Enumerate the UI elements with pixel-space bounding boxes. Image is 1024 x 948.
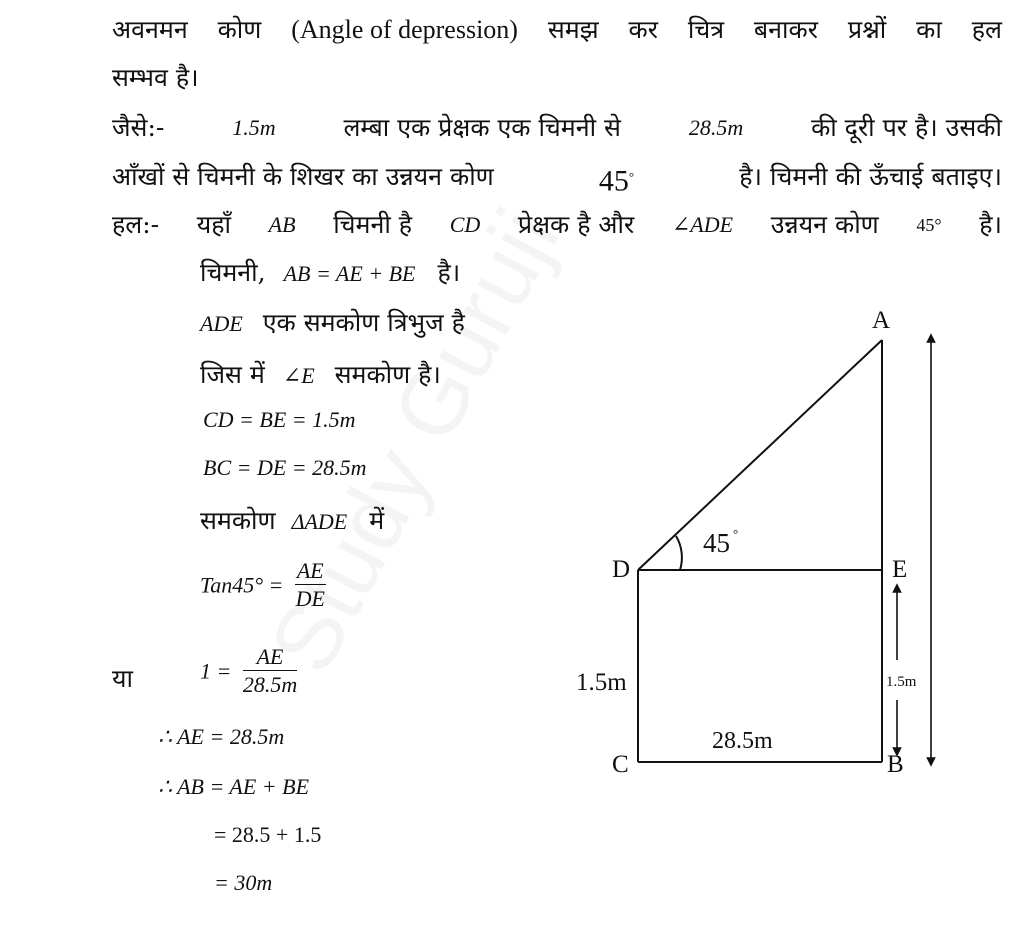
word: हल bbox=[971, 15, 1002, 44]
example-text: आँखों से चिमनी के शिखर का उन्नयन कोण bbox=[112, 162, 494, 191]
word: कर bbox=[628, 15, 658, 44]
chimney-label: चिमनी, bbox=[200, 258, 266, 287]
equation-bc-de: BC = DE = 28.5m bbox=[203, 455, 367, 480]
angle-ade: ∠ADE bbox=[671, 212, 734, 237]
solution-text: चिमनी है bbox=[333, 210, 413, 239]
solution-text: यहाँ bbox=[196, 210, 232, 239]
word: बनाकर bbox=[753, 15, 818, 44]
tan-denominator: DE bbox=[295, 586, 325, 611]
solution-text: है। bbox=[979, 210, 1002, 239]
tan-numerator: AE bbox=[296, 558, 324, 583]
word: कोण bbox=[217, 15, 262, 44]
solution-text: समकोण bbox=[200, 506, 276, 535]
example-label: जैसे:- bbox=[112, 113, 165, 142]
distance-value: 28.5m bbox=[688, 115, 744, 140]
example-text: है। चिमनी की ऊँचाई बताइए। bbox=[739, 162, 1002, 191]
angle-number: 45 bbox=[598, 164, 629, 198]
point-b-label: B bbox=[887, 751, 904, 778]
observer-height: 1.5m bbox=[232, 115, 276, 140]
segment-ab: AB bbox=[268, 212, 296, 237]
left-side-label: 1.5m bbox=[576, 669, 627, 696]
right-side-label: 1.5m bbox=[886, 674, 917, 690]
angle-45-label: 45 bbox=[703, 528, 730, 558]
english-term: (Angle of depression) bbox=[291, 15, 518, 44]
word: समझ bbox=[547, 15, 599, 44]
triangle-ade: ΔADE bbox=[291, 509, 348, 534]
point-a-label: A bbox=[872, 307, 891, 334]
one-numerator: AE bbox=[243, 644, 297, 671]
word: का bbox=[916, 15, 942, 44]
solution-text: एक समकोण त्रिभुज है bbox=[262, 308, 465, 337]
chimney-equation: AB = AE + BE bbox=[283, 261, 416, 286]
triangle-ade: ADE bbox=[200, 311, 243, 336]
solution-text: उन्नयन कोण bbox=[770, 210, 879, 239]
point-d-label: D bbox=[612, 556, 631, 583]
hypotenuse-ad bbox=[638, 340, 882, 570]
word: चित्र bbox=[687, 15, 724, 44]
degree-symbol: ° bbox=[628, 169, 635, 184]
angle-degree: ° bbox=[733, 526, 739, 541]
equation-cd-be: CD = BE = 1.5m bbox=[203, 407, 356, 432]
angle-arc bbox=[676, 536, 682, 570]
word: अवनमन bbox=[112, 15, 188, 44]
point-e-label: E bbox=[892, 556, 908, 583]
angle-e: ∠E bbox=[282, 363, 315, 388]
solution-text: समकोण है। bbox=[334, 360, 441, 389]
solution-text: है। bbox=[437, 258, 461, 287]
tan-lhs: Tan45° = bbox=[200, 572, 284, 598]
word: प्रश्नों bbox=[847, 15, 887, 44]
step-sum: = 28.5 + 1.5 bbox=[214, 822, 322, 847]
solution-text: में bbox=[369, 506, 385, 535]
segment-cd: CD bbox=[449, 212, 481, 237]
solution-text: जिस में bbox=[200, 360, 265, 389]
ya-label: या bbox=[112, 664, 133, 693]
result-ae: ∴ AE = 28.5m bbox=[158, 724, 285, 749]
one-denominator: 28.5m bbox=[242, 672, 298, 697]
example-text: लम्बा एक प्रेक्षक एक चिमनी से bbox=[343, 113, 621, 142]
final-answer: = 30m bbox=[214, 870, 273, 895]
example-text: की दूरी पर है। उसकी bbox=[811, 113, 1002, 142]
point-c-label: C bbox=[612, 751, 629, 778]
solution-text: प्रेक्षक है और bbox=[517, 210, 635, 239]
intro-line-2: सम्भव है। bbox=[112, 63, 199, 92]
solution-label: हल:- bbox=[112, 210, 160, 239]
bottom-side-label: 28.5m bbox=[712, 728, 773, 754]
one-lhs: 1 = bbox=[200, 658, 232, 684]
angle-45: 45° bbox=[916, 215, 942, 235]
result-ab: ∴ AB = AE + BE bbox=[158, 774, 310, 799]
